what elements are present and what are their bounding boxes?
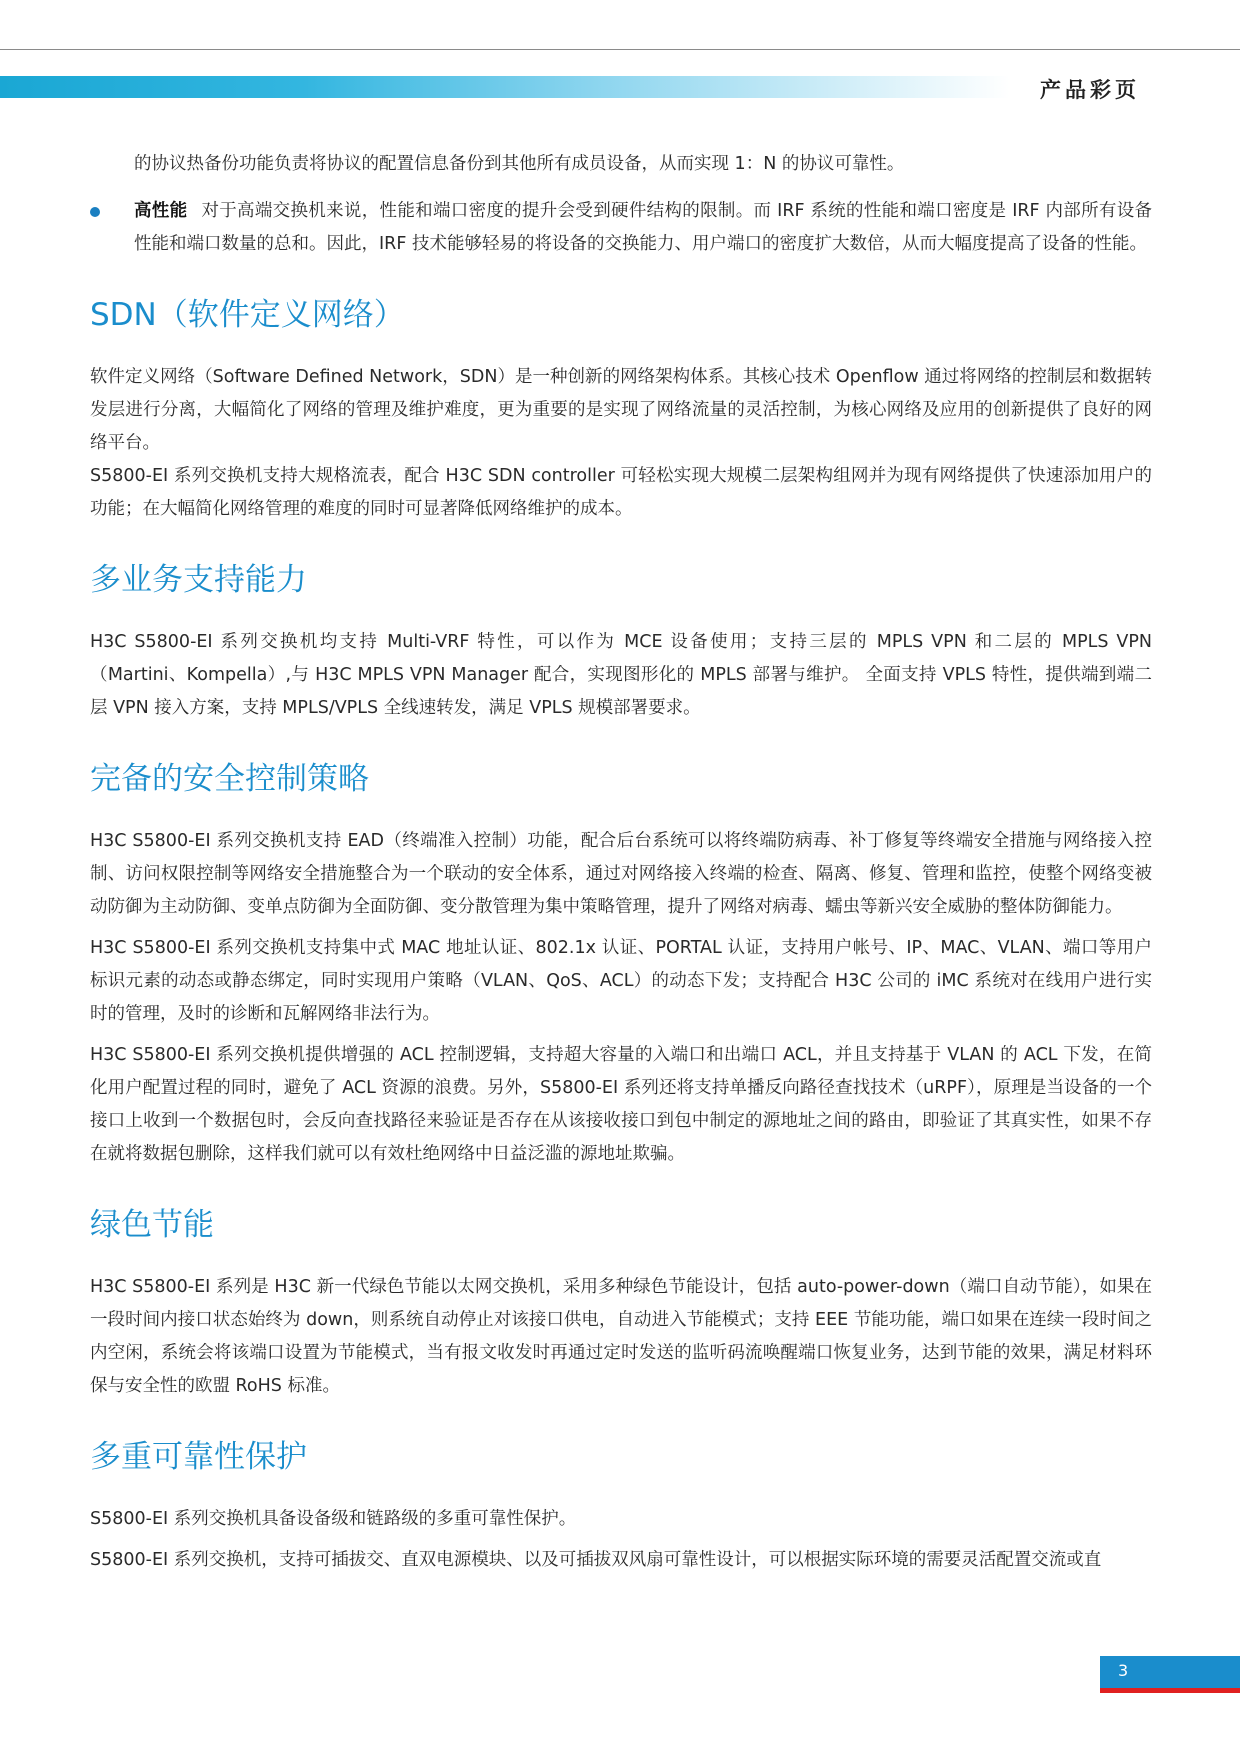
page-number: 3 xyxy=(1118,1661,1129,1680)
multiservice-paragraph-1: H3C S5800-EI 系列交换机均支持 Multi-VRF 特性，可以作为 MCE 设备使用；支持三层的 MPLS VPN 和二层的 MPLS VPN（Martini、Kompella）,与 H3C MPLS VPN Manager 配合，实现图形化的 MPLS 部署与维护。 全面支持 VPLS 特性，提供端到端二层 VPN 接入方案，支持 MPLS/VPLS 全线速转发，满足 VPLS 规模部署要求。 xyxy=(90,632,1153,718)
reliability-paragraph-1: S5800-EI 系列交换机具备设备级和链路级的多重可靠性保护。 xyxy=(90,1509,577,1529)
bullet-text: 对于高端交换机来说，性能和端口密度的提升会受到硬件结构的限制。而 IRF 系统的性能和端口密度是 IRF 内部所有设备性能和端口数量的总和。因此，IRF 技术能够轻易的将设备的交换能力、用户端口的密度扩大数倍，从而大幅度提高了设备的性能。 xyxy=(134,201,1153,254)
reliability-paragraph-2: S5800-EI 系列交换机，支持可插拔交、直双电源模块、以及可插拔双风扇可靠性设计，可以根据实际环境的需要灵活配置交流或直 xyxy=(90,1550,1102,1570)
header-rule xyxy=(0,49,1240,50)
sdn-paragraph-2: S5800-EI 系列交换机支持大规格流表，配合 H3C SDN controller 可轻松实现大规模二层架构组网并为现有网络提供了快速添加用户的功能；在大幅简化网络管理的难度的同时可显著降低网络维护的成本。 xyxy=(90,466,1152,519)
intro-continuation: 的协议热备份功能负责将协议的配置信息备份到其他所有成员设备，从而实现 1：N 的协议可靠性。 xyxy=(134,154,905,174)
page-content xyxy=(90,148,1152,1577)
section-title-reliability: 多重可靠性保护 xyxy=(90,1439,307,1475)
section-title-sdn: SDN（软件定义网络） xyxy=(90,297,405,333)
header-gradient-band xyxy=(0,76,1010,98)
security-paragraph-2: H3C S5800-EI 系列交换机支持集中式 MAC 地址认证、802.1x 认证、PORTAL 认证，支持用户帐号、IP、MAC、VLAN、端口等用户标识元素的动态或静态绑定，同时实现用户策略（VLAN、QoS、ACL）的动态下发；支持配合 H3C 公司的 iMC 系统对在线用户进行实时的管理，及时的诊断和瓦解网络非法行为。 xyxy=(90,938,1152,1024)
footer-red-bar xyxy=(1100,1688,1240,1693)
bullet-title: 高性能 xyxy=(134,201,188,221)
green-paragraph-1: H3C S5800-EI 系列是 H3C 新一代绿色节能以太网交换机，采用多种绿色节能设计，包括 auto-power-down（端口自动节能），如果在一段时间内接口状态始终为 down，则系统自动停止对该接口供电，自动进入节能模式；支持 EEE 节能功能，端口如果在连续一段时间之内空闲，系统会将该端口设置为节能模式，当有报文收发时再通过定时发送的监听码流唤醒端口恢复业务，达到节能的效果，满足材料环保与安全性的欧盟 RoHS 标准。 xyxy=(90,1277,1152,1396)
section-title-multiservice: 多业务支持能力 xyxy=(90,562,307,598)
bullet-high-performance xyxy=(90,195,1152,261)
header-label: 产品彩页 xyxy=(1040,78,1140,102)
security-paragraph-3: H3C S5800-EI 系列交换机提供增强的 ACL 控制逻辑，支持超大容量的入端口和出端口 ACL，并且支持基于 VLAN 的 ACL 下发，在简化用户配置过程的同时，避免了 ACL 资源的浪费。另外，S5800-EI 系列还将支持单播反向路径查找技术（uRPF），原理是当设备的一个接口上收到一个数据包时，会反向查找路径来验证是否存在从该接收接口到包中制定的源地址之间的路由，即验证了其真实性，如果不存在就将数据包删除，这样我们就可以有效杜绝网络中日益泛滥的源地址欺骗。 xyxy=(90,1045,1152,1164)
sdn-paragraph-1: 软件定义网络（Software Defined Network，SDN）是一种创新的网络架构体系。其核心技术 Openflow 通过将网络的控制层和数据转发层进行分离，大幅简化了网络的管理及维护难度，更为重要的是实现了网络流量的灵活控制，为核心网络及应用的创新提供了良好的网络平台。 xyxy=(90,367,1152,453)
section-title-green: 绿色节能 xyxy=(90,1207,214,1243)
section-title-security: 完备的安全控制策略 xyxy=(90,761,369,797)
security-paragraph-1: H3C S5800-EI 系列交换机支持 EAD（终端准入控制）功能，配合后台系统可以将终端防病毒、补丁修复等终端安全措施与网络接入控制、访问权限控制等网络安全措施整合为一个联动的安全体系，通过对网络接入终端的检查、隔离、修复、管理和监控，使整个网络变被动防御为主动防御、变单点防御为全面防御、变分散管理为集中策略管理，提升了网络对病毒、蠕虫等新兴安全威胁的整体防御能力。 xyxy=(90,831,1152,917)
bullet-dot-icon xyxy=(90,207,100,217)
